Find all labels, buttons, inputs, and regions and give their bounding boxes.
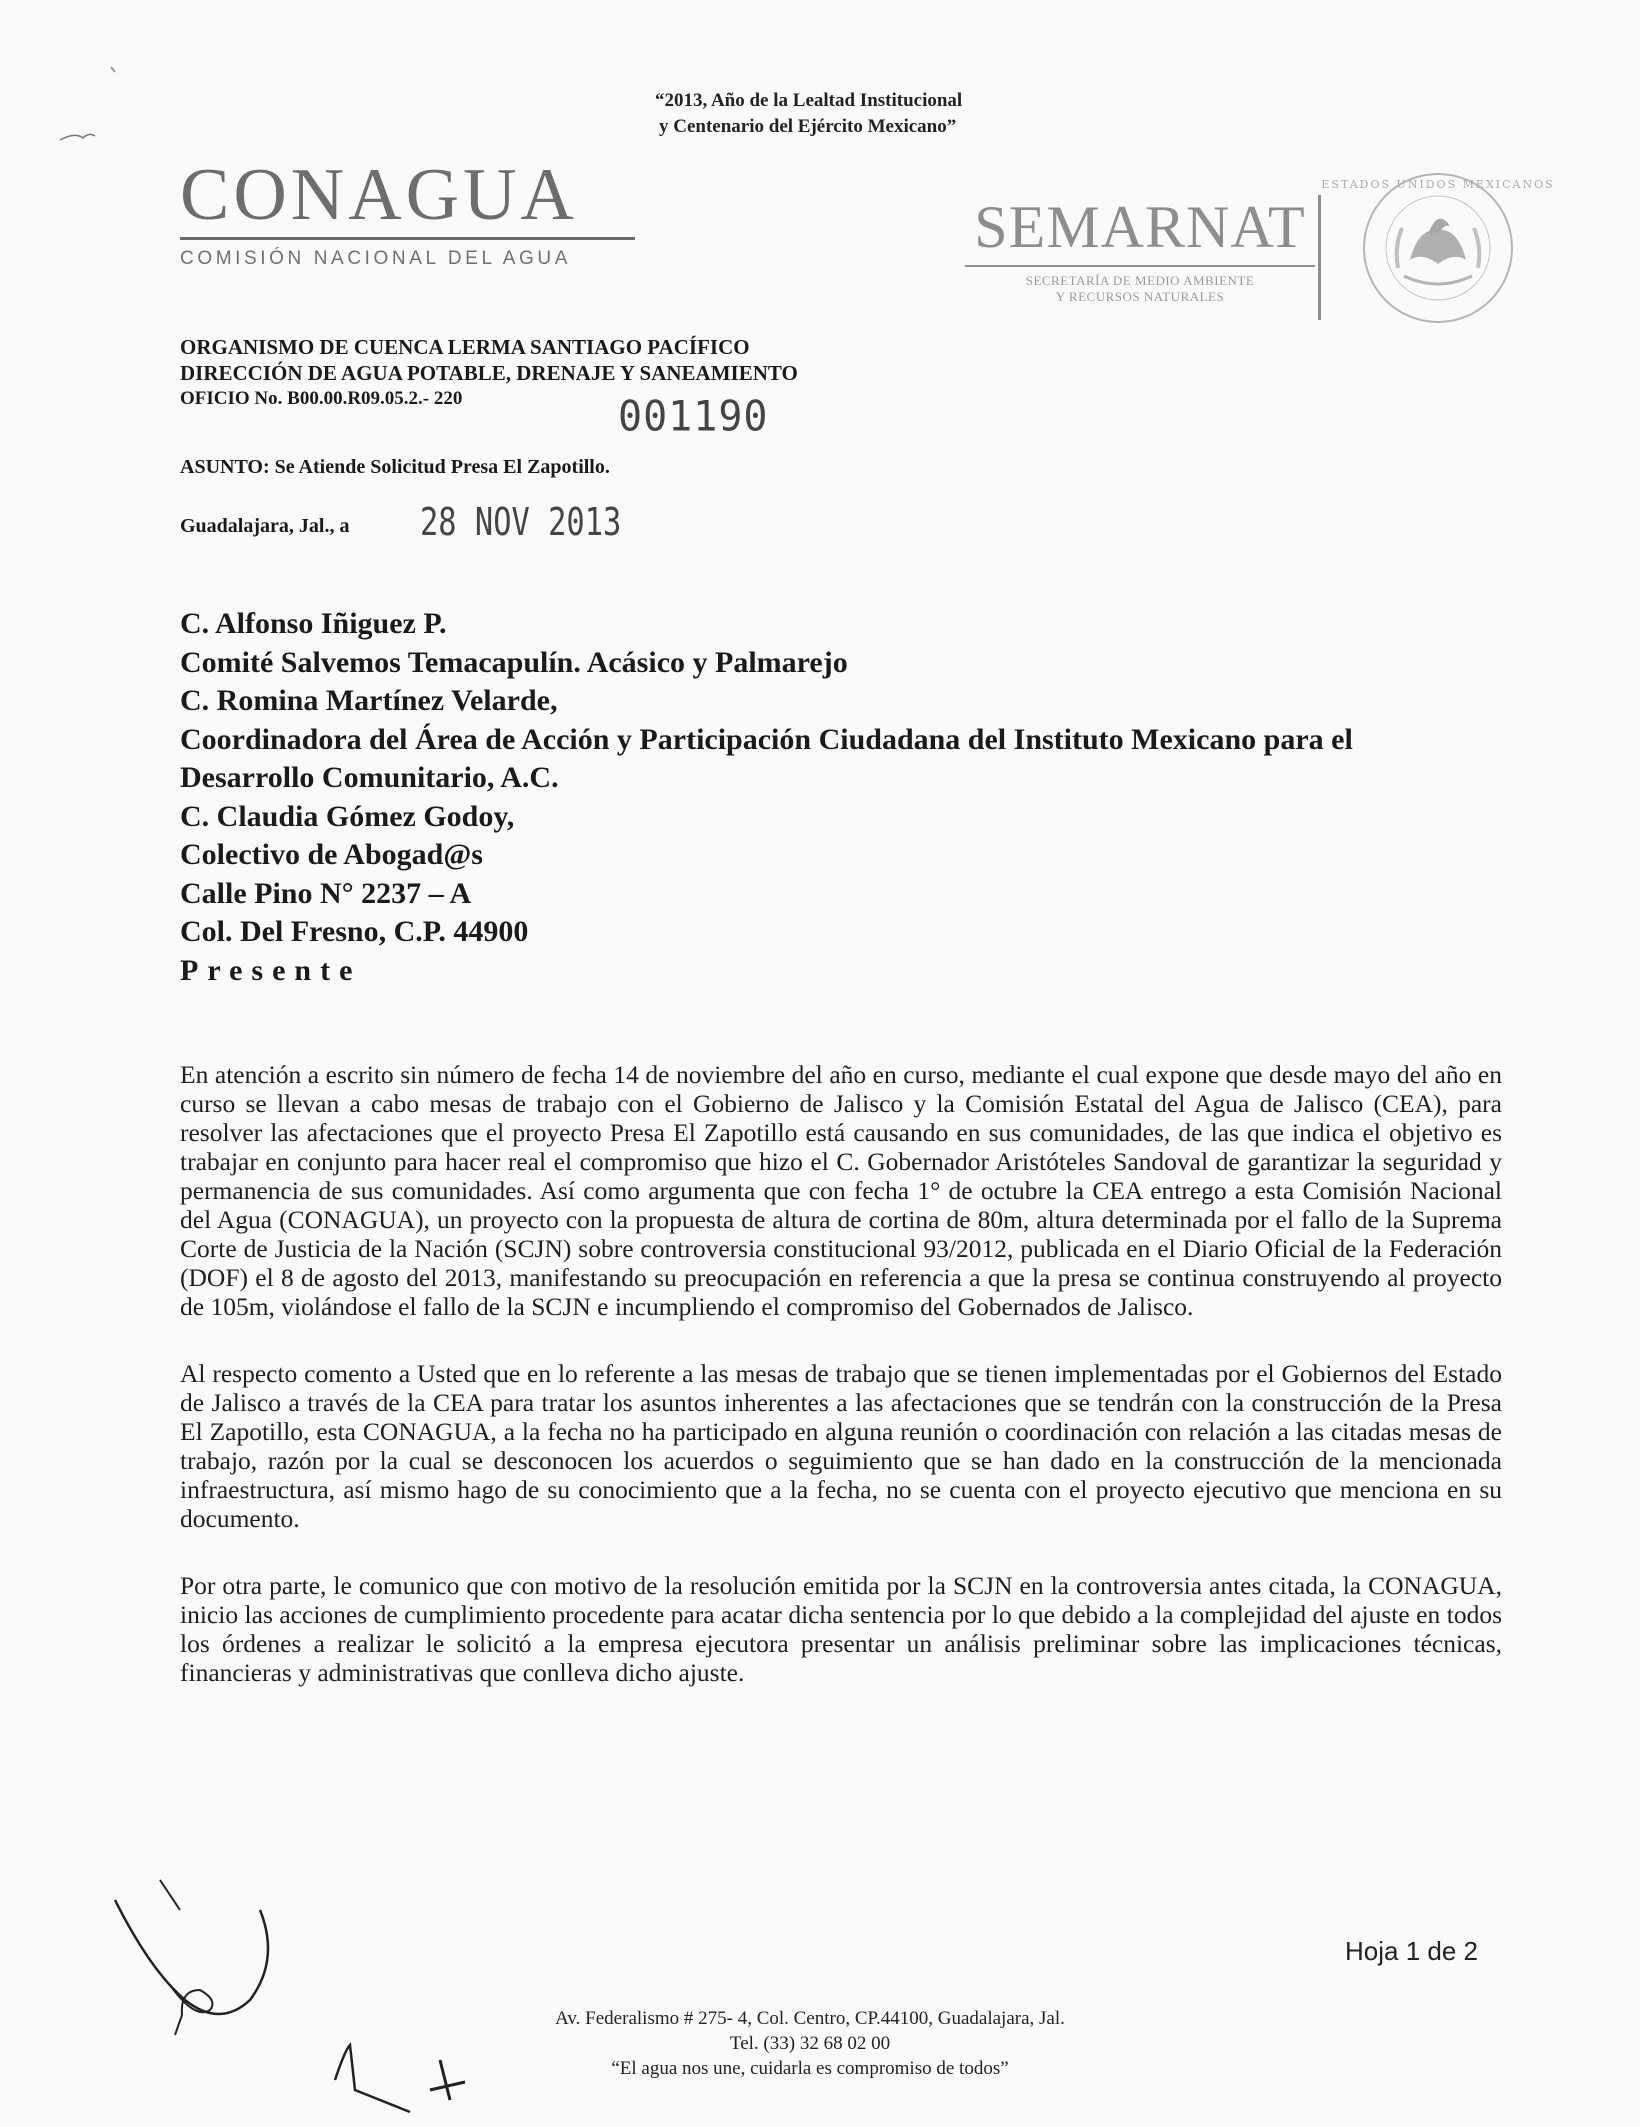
handwritten-initials — [110, 1850, 530, 2127]
recipient-line: Col. Del Fresno, C.P. 44900 — [180, 915, 529, 948]
recipient-line: C. Alfonso Iñiguez P. — [180, 607, 447, 640]
recipient-line: Calle Pino N° 2237 – A — [180, 876, 472, 910]
body-paragraph: En atención a escrito sin número de fecha 14 de noviembre del año en curso, mediante el cual expone que desde mayo del año en curso se llevan a cabo mesas de trabajo con el Gobierno de Jalisco y la Comisión Estatal del Agua de Jalisco (CEA), para resolver las afectaciones que el proyecto Presa El Zapotillo está causando en sus comunidades, de las que indica el objetivo es trabajar en conjunto para hacer real el compromiso que hizo el C. Gobernador Aristóteles Sandoval de garantizar la seguridad y permanencia de sus comunidades. Así como argumenta que con fecha 1° de octubre la CEA entrego a esta Comisión Nacional del Agua (CONAGUA), un proyecto con la propuesta de altura de cortina de 80m, altura determinada por el fallo de la Suprema Corte de Justicia de la Nación (SCJN) sobre controversia constitucional 93/2012, publicada en el Diario Oficial de la Federación (DOF) el 8 de agosto del 2013, manifestando su preocupación en referencia a que la presa se continua construyendo al proyecto de 105m, violándose el fallo de la SCJN e incumpliendo el compromiso del Gobernados de Jalisco. — [180, 1060, 1502, 1321]
body-paragraph: Al respecto comento a Usted que en lo referente a las mesas de trabajo que se tienen implementadas por el Gobiernos del Estado de Jalisco a través de la CEA para tratar los asuntos inherentes a las afectaciones que se tendrán con la construcción de la Presa El Zapotillo, esta CONAGUA, a la fecha no ha participado en alguna reunión o coordinación con relación a las citadas mesas de trabajo, razón por la cual se desconocen los acuerdos o seguimiento que se han dado en la construcción de la mencionada infraestructura, así mismo hago de su conocimiento que a la fecha, no se cuenta con el proyecto ejecutivo que menciona en su documento. — [180, 1359, 1502, 1533]
recipient-line: Coordinadora del Área de Acción y Participación Ciudadana del Instituto Mexicano para el — [180, 722, 1353, 756]
recipient-line: Colectivo de Abogad@s — [180, 838, 483, 871]
recipient-line: C. Claudia Gómez Godoy, — [180, 799, 515, 833]
letterhead-footer — [480, 2006, 1140, 2081]
semarnat-logo — [955, 195, 1325, 305]
conagua-logo — [180, 155, 640, 270]
oficio-number: OFICIO No. B00.00.R09.05.2.- 220 — [180, 388, 463, 409]
body-paragraph: Por otra parte, le comunico que con motivo de la resolución emitida por la SCJN en la controversia antes citada, la CONAGUA, inicio las acciones de cumplimiento procedente para acatar dicha sentencia por lo que debido a la complejidad del ajuste en todos los órdenes a realizar le solicitó a la empresa ejecutora presentar un análisis preliminar sobre las implicaciones técnicas, financieras y administrativas que conlleva dicho ajuste. — [180, 1571, 1502, 1687]
page-number: Hoja 1 de 2 — [1345, 1936, 1478, 1966]
stamped-folio-number: 001190 — [618, 392, 769, 442]
recipient-line: Desarrollo Comunitario, A.C. — [180, 761, 559, 794]
footer-slogan: “El agua nos une, cuidarla es compromiso de todos” — [611, 2058, 1009, 2079]
scan-mark — [55, 62, 125, 152]
recipient-line: Comité Salvemos Temacapulín. Acásico y Palmarejo — [180, 645, 848, 679]
footer-address: Av. Federalismo # 275- 4, Col. Centro, CP.44100, Guadalajara, Jal. — [555, 2008, 1065, 2029]
year-motto — [655, 88, 962, 140]
conagua-logo-name: CONAGUA — [180, 154, 578, 236]
recipient-line: C. Romina Martínez Velarde, — [180, 684, 558, 717]
conagua-logo-subtitle: COMISIÓN NACIONAL DEL AGUA — [180, 248, 571, 269]
semarnat-logo-rule — [965, 265, 1315, 267]
organismo-line: ORGANISMO DE CUENCA LERMA SANTIAGO PACÍFICO — [180, 335, 750, 359]
motto-line-2: y Centenario del Ejército Mexicano” — [659, 116, 957, 137]
presente-line: Presente — [180, 953, 362, 987]
asunto-line: ASUNTO: Se Atiende Solicitud Presa El Zapotillo. — [180, 456, 610, 478]
footer-phone: Tel. (33) 32 68 02 00 — [729, 2033, 891, 2054]
national-seal-text: ESTADOS UNIDOS MEXICANOS — [1321, 178, 1555, 191]
place-date-label: Guadalajara, Jal., a — [180, 515, 350, 537]
motto-line-1: “2013, Año de la Lealtad Institucional — [655, 90, 963, 111]
direccion-line: DIRECCIÓN DE AGUA POTABLE, DRENAJE Y SANEAMIENTO — [180, 361, 798, 385]
letter-body — [180, 1060, 1502, 1725]
semarnat-logo-name: SEMARNAT — [974, 194, 1306, 260]
national-seal-icon — [1321, 168, 1555, 328]
semarnat-logo-sub2: Y RECURSOS NATURALES — [1055, 289, 1225, 304]
semarnat-divider — [1318, 195, 1321, 320]
semarnat-logo-sub1: SECRETARÍA DE MEDIO AMBIENTE — [1025, 273, 1255, 288]
recipient-block — [180, 605, 1510, 990]
stamped-date: 28 NOV 2013 — [420, 500, 622, 544]
conagua-logo-rule — [180, 237, 635, 240]
